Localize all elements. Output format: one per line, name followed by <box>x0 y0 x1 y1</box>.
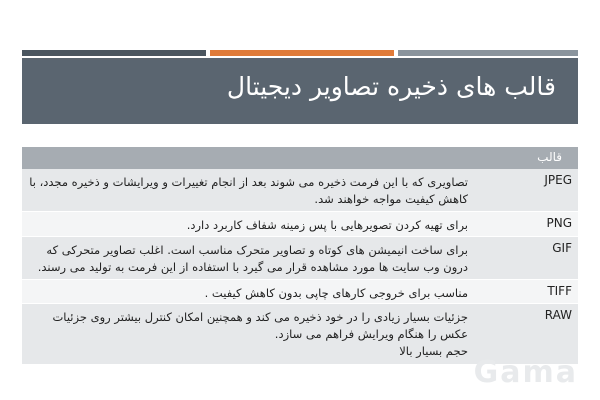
bar-orange <box>210 50 394 56</box>
table-header <box>22 147 578 169</box>
format-description-text: جزئیات بسیار زیادی را در خود ذخیره می کند و همچنین امکان کنترل بیشتر روی جزئیات عکس را هنگام ویرایش فراهم می سازد. <box>52 310 468 341</box>
bar-gray <box>398 50 578 56</box>
formats-table <box>22 147 578 365</box>
header-format-label: قالب <box>537 150 562 164</box>
format-note: حجم بسیار بالا <box>399 344 468 358</box>
format-name: GIF <box>552 241 572 255</box>
format-name: JPEG <box>544 173 572 187</box>
format-description: تصاویری که با این فرمت ذخیره می شوند بعد از انجام تغییرات و ویرایشات و ذخیره مجدد، با کاهش کیفیت مواجه خواهند شد. <box>29 175 468 206</box>
table-row <box>22 212 578 237</box>
format-name: TIFF <box>547 284 572 298</box>
format-description <box>28 309 468 360</box>
slide-title: قالب های ذخیره تصاویر دیجیتال <box>226 72 556 101</box>
table-row <box>22 169 578 212</box>
decorative-bars <box>22 50 578 56</box>
table-row <box>22 280 578 304</box>
format-name: PNG <box>546 216 572 230</box>
watermark-logo: Gama <box>473 355 578 390</box>
format-name: RAW <box>544 308 572 322</box>
format-description: مناسب برای خروجی کارهای چاپی بدون کاهش کیفیت . <box>204 286 468 300</box>
title-band <box>22 58 578 124</box>
bar-dark <box>22 50 206 56</box>
format-description: برای تهیه کردن تصویرهایی با پس زمینه شفاف کاربرد دارد. <box>186 218 468 232</box>
format-description: برای ساخت انیمیشن های کوتاه و تصاویر متحرک مناسب است. اغلب تصاویر متحرکی که درون وب سایت ها مورد مشاهده قرار می گیرد با استفاده از این فرمت به تولید می رسند. <box>37 243 468 274</box>
table-row <box>22 237 578 280</box>
